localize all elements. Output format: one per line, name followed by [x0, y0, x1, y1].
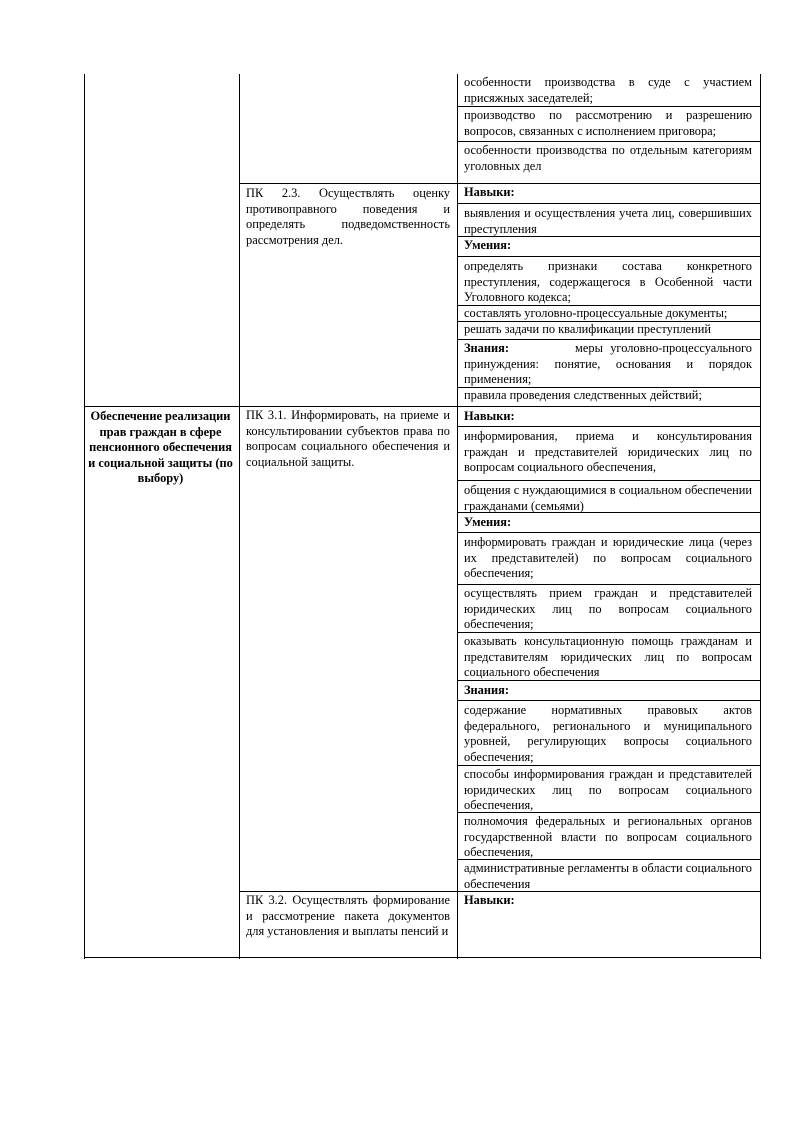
abilities-heading: Умения: [464, 238, 512, 252]
row-divider [457, 700, 761, 701]
abilities-heading: Умения: [464, 515, 512, 529]
row-divider [457, 256, 761, 257]
row-divider [457, 141, 761, 142]
list-item: правила проведения следственных действий; [464, 388, 702, 402]
skills-heading: Навыки: [464, 409, 515, 423]
column-divider-2 [457, 74, 458, 959]
list-item: составлять уголовно-процессуальные документы; [464, 306, 728, 320]
row-divider [84, 406, 761, 407]
row-divider [457, 584, 761, 585]
table-border-right [760, 74, 761, 959]
list-item: информирования, приема и консультирования граждан и представителей юридических лиц по вопросам социального обеспечения, [464, 429, 752, 475]
list-item: производство по рассмотрению и разрешению вопросов, связанных с исполнением приговора; [464, 108, 752, 138]
list-item: оказывать консультационную помощь гражданам и представителям юридических лиц по вопросам социального обеспечения [464, 634, 752, 680]
row-divider [457, 339, 761, 340]
list-item: выявления и осуществления учета лиц, совершивших преступления [464, 206, 752, 236]
skills-heading: Навыки: [464, 185, 515, 199]
row-divider [457, 426, 761, 427]
table-border-bottom [84, 957, 761, 958]
skills-heading: Навыки: [464, 893, 515, 907]
list-item: полномочия федеральных и региональных органов государственной власти по вопросам социального обеспечения, [464, 814, 752, 860]
table-border-left [84, 74, 85, 959]
list-item: особенности производства по отдельным категориям уголовных дел [464, 143, 752, 173]
row-divider [239, 183, 761, 184]
list-item: решать задачи по квалификации преступлений [464, 322, 712, 336]
competency-pk-3-2: ПК 3.2. Осуществлять формирование и рассмотрение пакета документов для установления и выплаты пенсий и [246, 893, 450, 939]
row-divider [457, 532, 761, 533]
list-item: содержание нормативных правовых актов федерального, регионального и муниципального уровней, регулирующих вопросы социального обеспечения; [464, 703, 752, 764]
list-item: информировать граждан и юридические лица (через их представителей) по вопросам социального обеспечения; [464, 535, 752, 581]
section-title: Обеспечение реализации прав граждан в сфере пенсионного обеспечения и социальной защиты (по выбору) [88, 409, 233, 486]
knowledge-heading: Знания: [464, 341, 509, 355]
row-divider [457, 203, 761, 204]
competency-pk-2-3: ПК 2.3. Осуществлять оценку противоправного поведения и определять подведомственность рассмотрения дел. [246, 186, 450, 247]
column-divider-1 [239, 74, 240, 959]
row-divider [457, 480, 761, 481]
knowledge-heading: Знания: [464, 683, 509, 697]
competency-pk-3-1: ПК 3.1. Информировать, на приеме и консультировании субъектов права по вопросам социального обеспечения и социальной защиты. [246, 408, 450, 469]
knowledge-text: меры уголовно-процессуального принуждения: понятие, основания и порядок применения; [464, 341, 752, 387]
list-item: осуществлять прием граждан и представителей юридических лиц по вопросам социального обеспечения; [464, 586, 752, 632]
list-item: общения с нуждающимися в социальном обеспечении гражданами (семьями) [464, 483, 752, 513]
list-item: административные регламенты в области социального обеспечения [464, 861, 752, 891]
knowledge-item [464, 341, 752, 388]
list-item: определять признаки состава конкретного преступления, содержащегося в Особенной части Уголовного кодекса; [464, 259, 752, 305]
list-item: особенности производства в суде с участием присяжных заседателей; [464, 75, 752, 105]
list-item: способы информирования граждан и представителей юридических лиц по вопросам социального обеспечения, [464, 767, 752, 813]
